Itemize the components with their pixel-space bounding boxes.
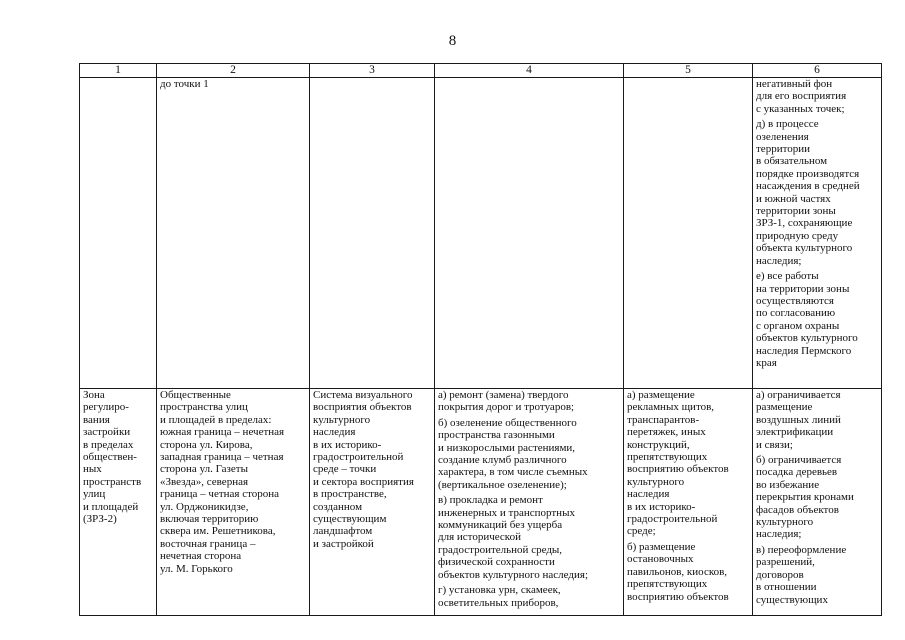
header-cell-5: 5 xyxy=(624,64,753,78)
text-line: застройки xyxy=(83,426,131,439)
header-cell-2: 2 xyxy=(157,64,310,78)
row1-col2-text: до точки 1 xyxy=(160,78,209,90)
text-line: Общественные xyxy=(160,389,231,401)
text-line: территории xyxy=(756,143,811,156)
row1-col1-cell xyxy=(80,78,157,389)
text-line: в пределах xyxy=(83,438,134,451)
text-line: южная граница – нечетная xyxy=(160,426,285,439)
text-line: с указанных точек; xyxy=(756,102,845,115)
text-line: градостроительной xyxy=(313,451,404,464)
paragraph xyxy=(627,389,749,538)
text-line: перетяжек, иных xyxy=(627,426,706,439)
text-line: договоров xyxy=(756,568,804,581)
text-line: культурного xyxy=(313,413,371,426)
text-line: посадка деревьев xyxy=(756,466,838,479)
text-line: территории зоны xyxy=(756,205,836,218)
text-line: для исторической xyxy=(438,531,521,544)
text-line: среде; xyxy=(627,525,656,538)
paragraph xyxy=(756,118,878,267)
text-line: во избежание xyxy=(756,478,820,491)
text-line: западная граница – четная xyxy=(160,451,284,464)
paragraph xyxy=(438,389,620,414)
zone-name xyxy=(83,389,153,525)
text-line: разрешений, xyxy=(756,556,815,569)
text-line: препятствующих xyxy=(627,578,708,591)
text-line: б) ограничивается xyxy=(756,454,842,467)
paragraph xyxy=(756,270,878,369)
row2-col6-cell xyxy=(753,389,882,616)
text-line: в) переоформление xyxy=(756,543,847,556)
regulations-table xyxy=(79,63,882,616)
table-row xyxy=(80,78,882,389)
text-line: восприятия объектов xyxy=(313,401,412,414)
row1-col3-cell xyxy=(310,78,435,389)
text-line: вания xyxy=(83,413,110,426)
text-line: размещение xyxy=(756,401,813,414)
row2-col4-cell xyxy=(435,389,624,616)
header-cell-6: 6 xyxy=(753,64,882,78)
text-line: обществен- xyxy=(83,451,137,464)
text-line: существующих xyxy=(756,593,828,606)
text-line: нечетная сторона xyxy=(160,550,242,563)
text-line: и площадей в пределах: xyxy=(160,413,272,426)
text-line: по согласованию xyxy=(756,307,836,320)
text-line: в обязательном xyxy=(756,155,828,168)
text-line: улиц xyxy=(83,488,106,501)
text-line: пространства газонными xyxy=(438,429,555,442)
text-line: природную среду xyxy=(756,229,839,242)
text-line: порядке производятся xyxy=(756,167,860,180)
header-row xyxy=(80,64,882,78)
text-line: в их историко- xyxy=(313,438,382,451)
text-line: инженерных и транспортных xyxy=(438,506,575,519)
text-line: на территории зоны xyxy=(756,282,850,295)
text-line: восприятию объектов xyxy=(627,463,729,476)
prohibited-works xyxy=(627,389,749,603)
text-line: в) прокладка и ремонт xyxy=(438,494,543,507)
text-line: а) ремонт (замена) твердого xyxy=(438,389,569,401)
text-line: характера, в том числе съемных xyxy=(438,466,588,479)
text-line: восприятию объектов xyxy=(627,590,729,603)
text-line: «Звезда», северная xyxy=(160,475,249,488)
text-line: в их историко- xyxy=(627,500,696,513)
restricted-works xyxy=(756,389,878,606)
text-line: сторона ул. Газеты xyxy=(160,463,248,476)
text-line: Система визуального xyxy=(313,389,413,401)
text-line: наследия; xyxy=(756,528,802,541)
text-line: павильонов, киосков, xyxy=(627,565,728,578)
permitted-works xyxy=(438,389,620,609)
header-cell-3: 3 xyxy=(310,64,435,78)
visual-perception-system xyxy=(313,389,431,550)
text-line: в отношении xyxy=(756,581,817,594)
text-line: и сектора восприятия xyxy=(313,475,414,488)
text-line: д) в процессе xyxy=(756,118,819,131)
text-line: насаждения в средней xyxy=(756,180,860,193)
text-line: (ЗРЗ-2) xyxy=(83,513,117,526)
text-line: негативный фон xyxy=(756,78,833,90)
text-line: а) размещение xyxy=(627,389,695,401)
text-line: сквера им. Решетникова, xyxy=(160,525,276,538)
zone-boundaries xyxy=(160,389,306,575)
text-line: объектов культурного наследия; xyxy=(438,568,589,581)
text-line: коммуникаций без ущерба xyxy=(438,519,563,532)
paragraph xyxy=(438,417,620,491)
text-line: культурного xyxy=(756,516,814,529)
text-line: края xyxy=(756,356,777,369)
text-line: объекта культурного xyxy=(756,242,853,255)
paragraph xyxy=(756,389,878,451)
row1-col6-content xyxy=(756,78,878,369)
paragraph xyxy=(756,78,878,115)
row1-col4-cell xyxy=(435,78,624,389)
row1-col5-cell xyxy=(624,78,753,389)
text-line: с органом охраны xyxy=(756,319,840,332)
text-line: физической сохранности xyxy=(438,556,555,569)
row2-col1-cell xyxy=(80,389,157,616)
paragraph xyxy=(756,544,878,606)
row2-col2-cell xyxy=(157,389,310,616)
text-line: а) ограничивается xyxy=(756,389,841,401)
text-line: и площадей xyxy=(83,500,139,513)
text-line: градостроительной xyxy=(627,513,718,526)
text-line: наследия; xyxy=(756,254,802,267)
paragraph xyxy=(438,584,620,609)
text-line: озеленения xyxy=(756,130,809,143)
text-line: регулиро- xyxy=(83,401,129,414)
text-line: восточная граница – xyxy=(160,537,256,550)
text-line: и южной частях xyxy=(756,192,831,205)
text-line: г) установка урн, скамеек, xyxy=(438,584,561,597)
text-line: наследия xyxy=(627,488,670,501)
text-line: б) озеленение общественного xyxy=(438,416,577,429)
text-line: б) размещение xyxy=(627,540,696,553)
text-line: сторона ул. Кирова, xyxy=(160,438,253,451)
text-line: электрификации xyxy=(756,426,834,439)
text-line: рекламных щитов, xyxy=(627,401,715,414)
text-line: объектов культурного xyxy=(756,332,858,345)
row1-col2-cell xyxy=(157,78,310,389)
text-line: перекрытия кронами xyxy=(756,491,854,504)
text-line: градостроительной среды, xyxy=(438,543,563,556)
text-line: ул. Орджоникидзе, xyxy=(160,500,249,513)
text-line: наследия Пермского xyxy=(756,344,852,357)
text-line: транспарантов- xyxy=(627,413,700,426)
text-line: остановочных xyxy=(627,553,694,566)
text-line: покрытия дорог и тротуаров; xyxy=(438,401,575,414)
text-line: созданном xyxy=(313,500,363,513)
header-cell-1: 1 xyxy=(80,64,157,78)
paragraph xyxy=(627,541,749,603)
header-cell-4: 4 xyxy=(435,64,624,78)
text-line: создание клумб различного xyxy=(438,454,567,467)
text-line: осветительных приборов, xyxy=(438,596,559,609)
page-number: 8 xyxy=(448,33,457,49)
text-line: осуществляются xyxy=(756,294,834,307)
text-line: и застройкой xyxy=(313,537,374,550)
text-line: пространства улиц xyxy=(160,401,248,414)
text-line: (вертикальное озеленение); xyxy=(438,478,567,491)
text-line: конструкций, xyxy=(627,438,690,451)
paragraph xyxy=(438,494,620,581)
paragraph xyxy=(313,389,431,550)
text-line: ЗРЗ-1, сохраняющие xyxy=(756,217,853,230)
text-line: среде – точки xyxy=(313,463,377,476)
text-line: ных xyxy=(83,463,102,476)
text-line: воздушных линий xyxy=(756,413,841,426)
text-line: включая территорию xyxy=(160,513,259,526)
paragraph xyxy=(83,389,153,525)
paragraph xyxy=(160,389,306,575)
paragraph xyxy=(756,454,878,541)
text-line: граница – четная сторона xyxy=(160,488,280,501)
text-line: и низкорослыми растениями, xyxy=(438,441,576,454)
text-line: существующим xyxy=(313,513,387,526)
text-line: Зона xyxy=(83,389,105,401)
row1-col6-cell xyxy=(753,78,882,389)
text-line: наследия xyxy=(313,426,356,439)
row2-col5-cell xyxy=(624,389,753,616)
text-line: и связи; xyxy=(756,438,793,451)
text-line: ландшафтом xyxy=(313,525,373,538)
text-line: препятствующих xyxy=(627,451,708,464)
text-line: пространств xyxy=(83,475,142,488)
row2-col3-cell xyxy=(310,389,435,616)
text-line: ул. М. Горького xyxy=(160,562,233,575)
text-line: е) все работы xyxy=(756,270,819,283)
text-line: для его восприятия xyxy=(756,90,847,103)
text-line: культурного xyxy=(627,475,685,488)
text-line: фасадов объектов xyxy=(756,503,839,516)
table-row xyxy=(80,389,882,616)
text-line: в пространстве, xyxy=(313,488,387,501)
